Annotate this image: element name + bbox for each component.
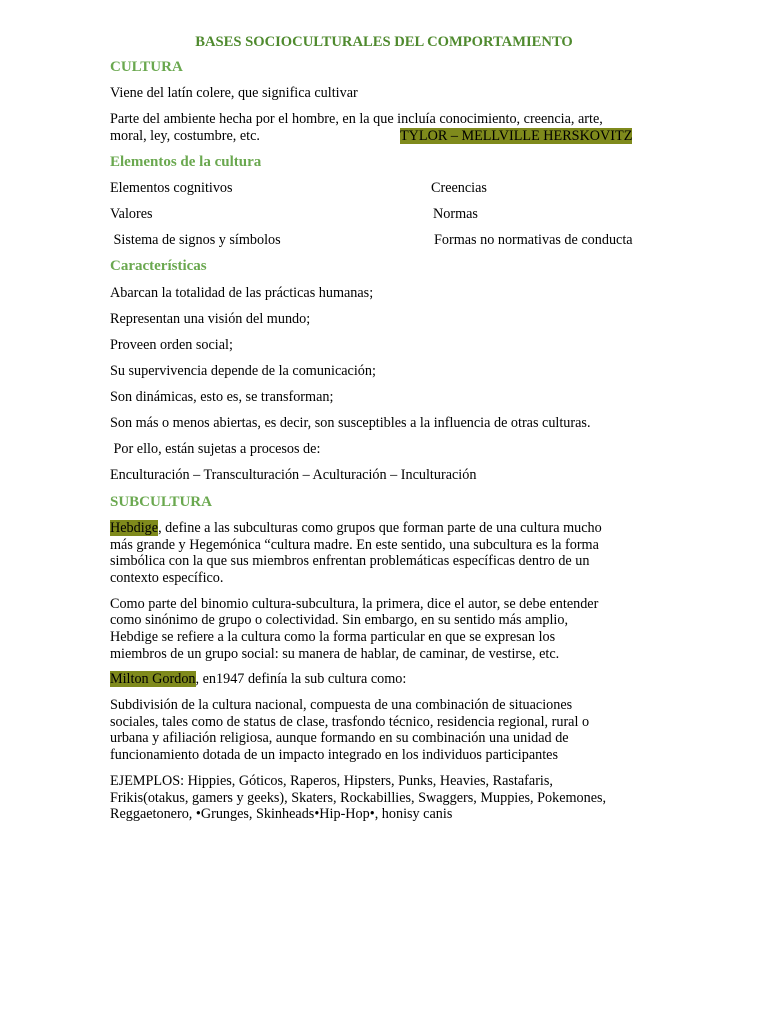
caracteristica-item: Su supervivencia depende de la comunicación; bbox=[110, 363, 376, 379]
caracteristica-item: Representan una visión del mundo; bbox=[110, 311, 311, 327]
elementos-row-2-left: Valores bbox=[110, 206, 153, 222]
elementos-row-1-right: Creencias bbox=[431, 180, 487, 196]
caracteristica-item: Son más o menos abiertas, es decir, son susceptibles a la influencia de otras culturas. bbox=[110, 415, 591, 431]
hebdige-paragraph-line: más grande y Hegemónica “cultura madre. En este sentido, una subcultura es la forma bbox=[110, 537, 599, 553]
gordon-intro-rest: , en1947 definía la sub cultura como: bbox=[195, 671, 407, 687]
elementos-row-3-left: Sistema de signos y símbolos bbox=[110, 232, 281, 248]
binomio-paragraph-line: miembros de un grupo social: su manera de hablar, de caminar, de vestirse, etc. bbox=[110, 646, 560, 662]
caracteristica-item: Son dinámicas, esto es, se transforman; bbox=[110, 389, 334, 405]
hebdige-paragraph-line: contexto específico. bbox=[110, 570, 224, 586]
gordon-definition-line: funcionamiento dotada de un impacto integrado en los individuos participantes bbox=[110, 747, 558, 763]
gordon-highlight: Milton Gordon bbox=[110, 671, 196, 687]
heading-subcultura: SUBCULTURA bbox=[110, 494, 212, 510]
hebdige-paragraph-line: simbólica con la que sus miembros enfrentan problemáticas específicas dentro de un bbox=[110, 553, 590, 569]
cultura-line-2b: moral, ley, costumbre, etc. bbox=[110, 128, 260, 144]
cultura-line-1: Viene del latín colere, que significa cultivar bbox=[110, 85, 358, 101]
cultura-line-2a: Parte del ambiente hecha por el hombre, en la que incluía conocimiento, creencia, arte, bbox=[110, 111, 603, 127]
elementos-row-1-left: Elementos cognitivos bbox=[110, 180, 233, 196]
heading-cultura: CULTURA bbox=[110, 59, 183, 75]
hebdige-paragraph-first-line bbox=[110, 520, 602, 537]
heading-elementos: Elementos de la cultura bbox=[110, 154, 262, 170]
elementos-row-2-right: Normas bbox=[433, 206, 478, 222]
hebdige-highlight: Hebdige bbox=[110, 520, 159, 536]
hebdige-first-line-rest: , define a las subculturas como grupos que forman parte de una cultura mucho bbox=[158, 520, 602, 536]
heading-caracteristicas: Características bbox=[110, 258, 207, 274]
ejemplos-line: Frikis(otakus, gamers y geeks), Skaters, Rockabillies, Swaggers, Muppies, Pokemones, bbox=[110, 790, 607, 806]
gordon-definition-line: urbana y afiliación religiosa, aunque formando en su combinación una unidad de bbox=[110, 730, 569, 746]
caracteristica-procesos: Enculturación – Transculturación – Aculturación – Inculturación bbox=[110, 467, 477, 483]
gordon-definition-line: Subdivisión de la cultura nacional, compuesta de una combinación de situaciones bbox=[110, 697, 573, 713]
caracteristica-item: Proveen orden social; bbox=[110, 337, 233, 353]
caracteristica-item: Por ello, están sujetas a procesos de: bbox=[110, 441, 321, 457]
authors-highlight: TYLOR – MELLVILLE HERSKOVITZ bbox=[400, 128, 633, 144]
gordon-intro-line bbox=[110, 671, 406, 688]
gordon-definition-line: sociales, tales como de status de clase, trasfondo técnico, residencia regional, rural o bbox=[110, 714, 590, 730]
binomio-paragraph-line: como sinónimo de grupo o colectividad. Sin embargo, en su sentido más amplio, bbox=[110, 612, 569, 628]
binomio-paragraph-line: Hebdige se refiere a la cultura como la forma particular en que se expresan los bbox=[110, 629, 556, 645]
cultura-authors bbox=[400, 128, 632, 145]
binomio-paragraph-line: Como parte del binomio cultura-subcultura, la primera, dice el autor, se debe entender bbox=[110, 596, 599, 612]
ejemplos-line: EJEMPLOS: Hippies, Góticos, Raperos, Hipsters, Punks, Heavies, Rastafaris, bbox=[110, 773, 553, 789]
elementos-row-3-right: Formas no normativas de conducta bbox=[434, 232, 633, 248]
document-title: BASES SOCIOCULTURALES DEL COMPORTAMIENTO bbox=[195, 34, 573, 50]
caracteristica-item: Abarcan la totalidad de las prácticas humanas; bbox=[110, 285, 374, 301]
ejemplos-line: Reggaetonero, •Grunges, Skinheads•Hip-Hop•, honisy canis bbox=[110, 806, 453, 822]
